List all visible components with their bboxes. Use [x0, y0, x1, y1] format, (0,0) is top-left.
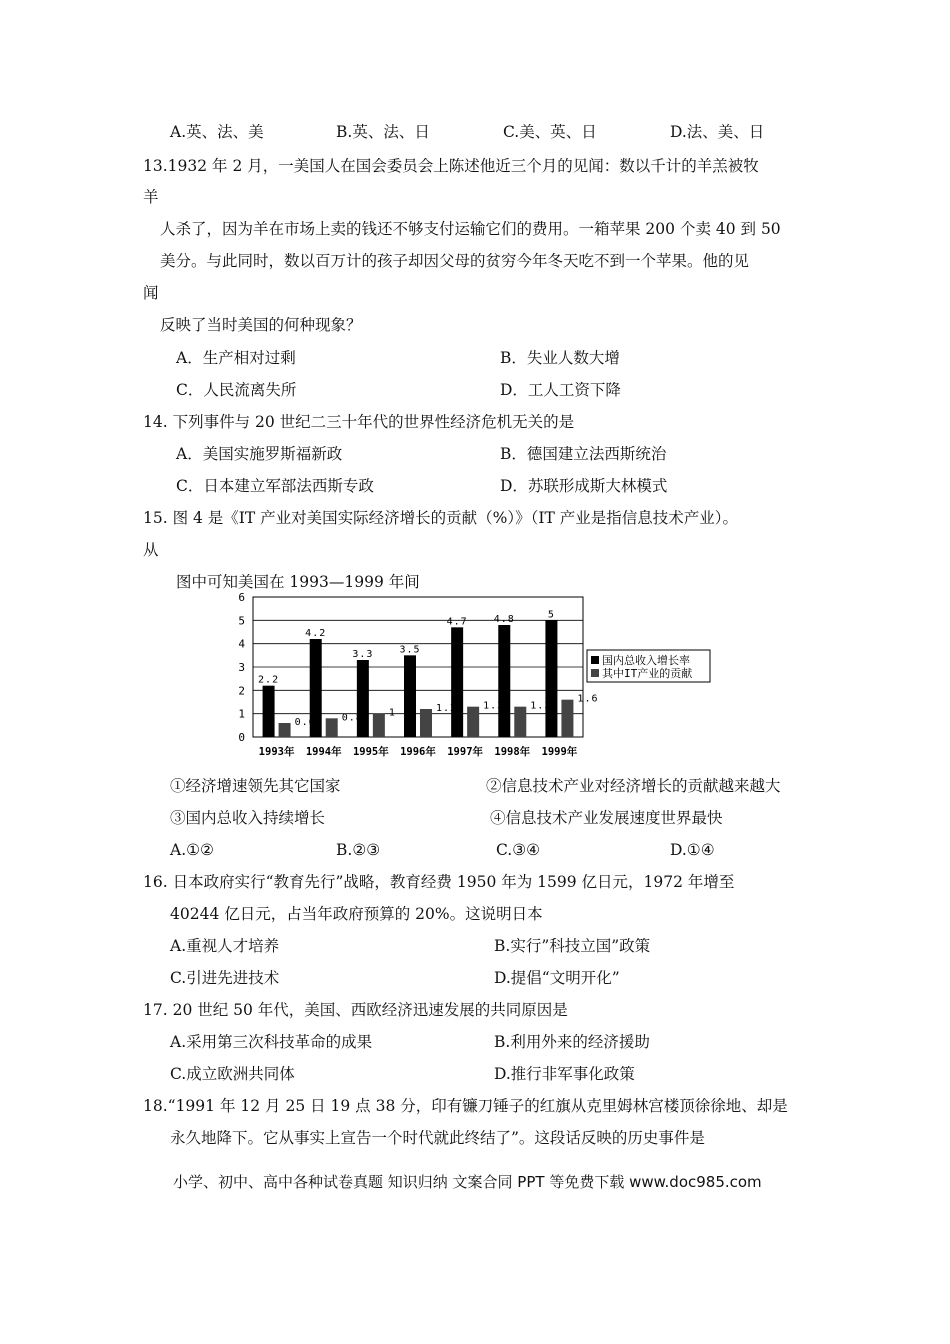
y-tick-label: 6 [238, 591, 245, 604]
data-label-it: 1.6 [577, 693, 599, 705]
data-label-gdp: 4.2 [305, 628, 327, 639]
q15-option-c: C.③④ [496, 841, 541, 859]
q13-options-row-1 [0, 348, 950, 368]
q15-statement-4: ④信息技术产业发展速度世界最快 [490, 809, 723, 827]
y-tick-label: 2 [238, 684, 245, 698]
q14-option-d: D．苏联形成斯大林模式 [500, 477, 668, 495]
legend-label-it: 其中IT产业的贡献 [602, 667, 693, 680]
bar-it-contribution [420, 709, 432, 737]
data-label-gdp: 4.7 [446, 616, 468, 628]
q15-option-b: B.②③ [336, 841, 381, 859]
y-tick-label: 5 [238, 614, 245, 628]
bar-it-contribution [373, 714, 385, 737]
data-label-it: 1.2 [436, 703, 458, 714]
q13-option-d: D．工人工资下降 [500, 381, 621, 399]
bar-gdp-growth [451, 627, 463, 737]
y-tick-label: 3 [238, 661, 245, 674]
q17-option-b: B.利用外来的经济援助 [494, 1033, 650, 1051]
q15-statement-3: ③国内总收入持续增长 [170, 809, 326, 827]
chart-legend [587, 650, 710, 682]
q13-line-2: 羊 [143, 188, 159, 206]
bar-gdp-growth [404, 655, 416, 737]
q13-options-row-2 [0, 380, 950, 400]
q18-line-1: 18.“1991 年 12 月 25 日 19 点 38 分，印有镰刀锤子的红旗从克里姆林宫楼顶徐徐地、却是 [143, 1097, 788, 1115]
gdp-it-bar-chart [228, 586, 718, 766]
bar-gdp-growth [498, 625, 510, 737]
bar-it-contribution [326, 718, 338, 737]
bar-it-contribution [561, 700, 573, 737]
q16-option-a: A.重视人才培养 [170, 937, 280, 955]
x-tick-label: 1998年 [494, 746, 531, 758]
x-tick-label: 1996年 [400, 746, 436, 758]
q17-options-row-2 [0, 1064, 950, 1084]
q16-line-2: 40244 亿日元，占当年政府预算的 20%。这说明日本 [170, 905, 543, 923]
q12-option-b: B.英、法、日 [336, 123, 430, 141]
q13-line-5: 闻 [143, 284, 159, 302]
bar-gdp-growth [357, 660, 369, 737]
q13-option-b: B．失业人数大增 [500, 349, 620, 367]
q15-statement-2: ②信息技术产业对经济增长的贡献越来越大 [486, 777, 781, 795]
q16-options-row-2 [0, 968, 950, 988]
q13-line-1: 13.1932 年 2 月，一美国人在国会委员会上陈述他近三个月的见闻：数以千计的羊羔被牧 [143, 157, 759, 175]
bar-it-contribution [279, 723, 291, 737]
x-tick-label: 1993年 [258, 746, 295, 758]
q14-option-c: C．日本建立军部法西斯专政 [176, 477, 374, 495]
q16-option-d: D.提倡“文明开化” [494, 969, 620, 987]
x-tick-label: 1997年 [447, 746, 484, 758]
legend-swatch-it [591, 669, 599, 677]
x-tick-label: 1994年 [305, 746, 342, 758]
data-label-gdp: 3.5 [399, 644, 421, 656]
legend-swatch-gdp [591, 656, 599, 664]
q16-line-1: 16. 日本政府实行“教育先行”战略，教育经费 1950 年为 1599 亿日元，1972 年增至 [143, 873, 735, 891]
bar-it-contribution [514, 707, 526, 737]
data-label-it: 1.3 [483, 700, 505, 712]
page-footer: 小学、初中、高中各种试卷真题 知识归纳 文案合同 PPT 等免费下载 www.doc985.com [173, 1173, 762, 1191]
y-tick-label: 0 [238, 731, 245, 744]
q17-option-d: D.推行非军事化政策 [494, 1065, 635, 1083]
q15-options [0, 840, 950, 860]
q14-options-row-1 [0, 444, 950, 464]
q17-option-a: A.采用第三次科技革命的成果 [170, 1033, 373, 1051]
q15-option-d: D.①④ [670, 841, 715, 859]
data-label-gdp: 4.8 [493, 614, 515, 625]
q14-stem: 14. 下列事件与 20 世纪二三十年代的世界性经济危机无关的是 [143, 413, 575, 431]
y-tick-label: 1 [238, 707, 245, 721]
q12-option-d: D.法、美、日 [670, 123, 765, 141]
q12-options [0, 122, 950, 142]
q13-option-c: C．人民流离失所 [176, 381, 297, 399]
q17-options-row-1 [0, 1032, 950, 1052]
data-label-it: 0.6 [294, 717, 316, 728]
data-label-gdp: 5 [547, 609, 555, 621]
q17-stem: 17. 20 世纪 50 年代，美国、西欧经济迅速发展的共同原因是 [143, 1001, 568, 1019]
q15-line-1: 15. 图 4 是《IT 产业对美国实际经济增长的贡献（%）》（IT 产业是指信息技术产业）。 [143, 509, 739, 527]
q17-option-c: C.成立欧洲共同体 [170, 1065, 295, 1083]
q14-option-a: A．美国实施罗斯福新政 [176, 445, 343, 463]
q13-line-6: 反映了当时美国的何种现象？ [160, 316, 362, 334]
q15-statements-row-1 [0, 776, 950, 796]
bar-gdp-growth [263, 686, 275, 737]
bar-it-contribution [467, 707, 479, 737]
q14-options-row-2 [0, 476, 950, 496]
x-tick-label: 1999年 [541, 746, 578, 758]
data-label-it: 1.3 [530, 700, 552, 712]
q13-line-4: 美分。与此同时，数以百万计的孩子却因父母的贫穷今年冬天吃不到一个苹果。他的见 [160, 252, 750, 270]
x-tick-label: 1995年 [352, 746, 389, 758]
data-label-gdp: 2.2 [258, 674, 280, 686]
q18-line-2: 永久地降下。它从事实上宣告一个时代就此终结了”。这段话反映的历史事件是 [170, 1129, 705, 1147]
q16-option-c: C.引进先进技术 [170, 969, 280, 987]
q15-statement-1: ①经济增速领先其它国家 [170, 777, 341, 795]
q15-line-2: 从 [143, 541, 159, 559]
data-label-it: 1 [388, 707, 396, 719]
q13-option-a: A．生产相对过剩 [176, 349, 296, 367]
q16-option-b: B.实行”科技立国”政策 [494, 937, 651, 955]
y-tick-label: 4 [238, 637, 245, 651]
q15-line-3: 图中可知美国在 1993—1999 年间 [176, 573, 420, 591]
q13-line-3: 人杀了，因为羊在市场上卖的钱还不够支付运输它们的费用。一箱苹果 200 个卖 40 到 50 [160, 220, 781, 238]
q14-option-b: B．德国建立法西斯统治 [500, 445, 667, 463]
q15-statements-row-2 [0, 808, 950, 828]
q12-option-a: A.英、法、美 [170, 123, 264, 141]
q16-options-row-1 [0, 936, 950, 956]
data-label-it: 0.8 [341, 712, 363, 724]
bar-gdp-growth [545, 620, 557, 737]
q12-option-c: C.美、英、日 [503, 123, 597, 141]
data-label-gdp: 3.3 [352, 649, 374, 660]
legend-label-gdp: 国内总收入增长率 [602, 654, 690, 667]
q15-option-a: A.①② [170, 841, 214, 859]
